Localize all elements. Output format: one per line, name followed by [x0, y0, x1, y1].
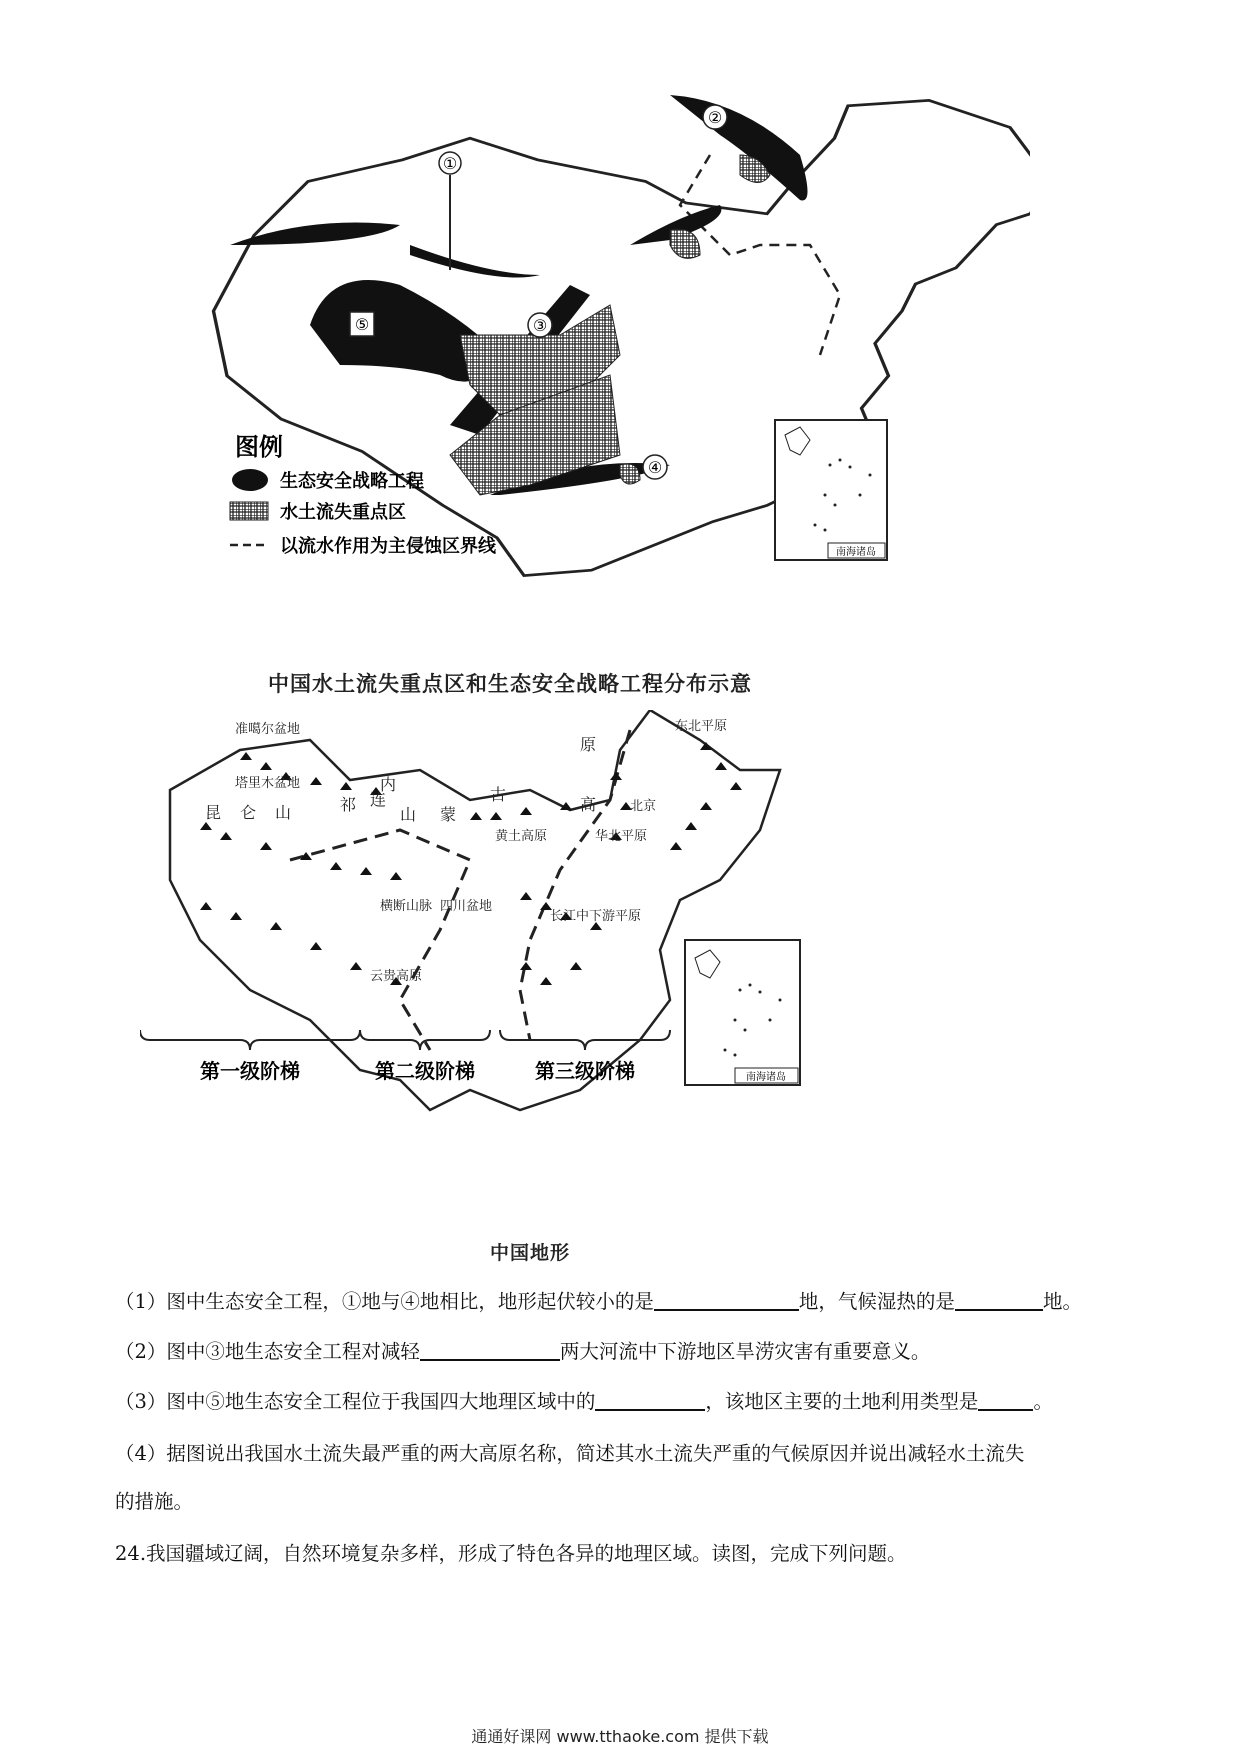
- label-qilian-2: 连: [370, 790, 387, 809]
- svg-text:④: ④: [647, 458, 663, 477]
- south-china-sea-inset: [685, 940, 800, 1085]
- question-4-line2: 的措施。: [115, 1490, 194, 1513]
- label-gaoyuan-2: 高: [580, 795, 597, 814]
- label-neimenggu-2: 蒙: [440, 805, 457, 824]
- terrain-steps: [140, 1030, 670, 1083]
- svg-text:南海诸岛: 南海诸岛: [836, 547, 876, 558]
- question-3: （3）图中⑤地生态安全工程位于我国四大地理区域中的 ，该地区主要的土地利用类型是 。: [115, 1390, 1053, 1413]
- svg-text:以流水作用为主侵蚀区界线: 以流水作用为主侵蚀区界线: [280, 536, 496, 557]
- svg-text:③: ③: [532, 316, 548, 335]
- label-kunlun-1: 昆: [205, 803, 222, 822]
- question-24: 24.我国疆域辽阔，自然环境复杂多样，形成了特色各异的地理区域。读图，完成下列问题。: [115, 1542, 907, 1565]
- black-blob-icon: [232, 469, 268, 491]
- svg-text:水土流失重点区: 水土流失重点区: [280, 502, 406, 523]
- label-neimenggu-1: 内: [380, 775, 397, 794]
- label-changjiang: 长江中下游平原: [550, 909, 642, 924]
- step-1-label: 第一级阶梯: [200, 1059, 300, 1083]
- label-kunlun-2: 仑: [240, 803, 257, 822]
- label-yungui: 云贵高原: [370, 969, 423, 984]
- svg-text:南海诸岛: 南海诸岛: [746, 1072, 786, 1083]
- step-2-label: 第二级阶梯: [375, 1059, 475, 1083]
- china-terrain-map: [140, 710, 900, 1230]
- label-kunlun-3: 山: [275, 803, 292, 822]
- svg-text:⑤: ⑤: [354, 315, 370, 334]
- erosion-boundary-line: [680, 155, 840, 355]
- svg-text:①: ①: [442, 154, 458, 173]
- label-beijing: 北京: [630, 799, 657, 814]
- eco-project-north-2: [410, 245, 540, 278]
- question-4-line1: （4）据图说出我国水土流失最严重的两大高原名称，简述其水土流失严重的气候原因并说出减轻水土流失: [115, 1442, 1025, 1465]
- map1-caption: 中国水土流失重点区和生态安全战略工程分布示意: [268, 672, 752, 696]
- label-qilian-1: 祁: [340, 795, 357, 814]
- eco-project-2: [670, 95, 808, 200]
- label-junggar: 准噶尔盆地: [235, 722, 301, 737]
- label-huangtu: 黄土高原: [495, 829, 548, 844]
- label-huabei: 华北平原: [595, 829, 648, 844]
- marker-5: [350, 312, 374, 336]
- label-gaoyuan-1: 原: [580, 735, 597, 754]
- label-qilian-3: 山: [400, 805, 417, 824]
- svg-text:图例: 图例: [235, 433, 283, 461]
- marker-2: [703, 105, 727, 129]
- map2-caption: 中国地形: [490, 1242, 571, 1264]
- step-boundary-1: [290, 830, 470, 1050]
- marker-4: [643, 455, 667, 479]
- marker-1: [439, 152, 461, 174]
- soil-erosion-map: [200, 95, 1030, 655]
- svg-text:②: ②: [707, 108, 723, 127]
- question-2: （2）图中③地生态安全工程对减轻 两大河流中下游地区旱涝灾害有重要意义。: [115, 1340, 931, 1363]
- page-footer: 通通好课网 www.tthaoke.com 提供下载: [471, 1727, 769, 1746]
- answer-blank-3b[interactable]: [978, 1389, 1033, 1411]
- step-3-label: 第三级阶梯: [535, 1059, 635, 1083]
- label-neimenggu-3: 古: [490, 785, 507, 804]
- south-china-sea-inset: [775, 420, 887, 560]
- answer-blank-1a[interactable]: [654, 1289, 799, 1311]
- label-sichuan: 四川盆地: [440, 899, 493, 914]
- answer-blank-3a[interactable]: [595, 1389, 705, 1411]
- label-hengduan: 横断山脉: [380, 899, 433, 914]
- svg-text:生态安全战略工程: 生态安全战略工程: [280, 471, 424, 492]
- marker-3: [528, 313, 552, 337]
- label-dongbei: 东北平原: [675, 719, 728, 734]
- crosshatch-swatch-icon: [230, 502, 268, 520]
- question-1: （1）图中生态安全工程，①地与④地相比，地形起伏较小的是 地，气候湿热的是 地。: [115, 1290, 1082, 1313]
- label-tarim: 塔里木盆地: [235, 776, 301, 791]
- erosion-zone-north: [670, 229, 700, 258]
- answer-blank-2[interactable]: [420, 1339, 560, 1361]
- answer-blank-1b[interactable]: [955, 1289, 1043, 1311]
